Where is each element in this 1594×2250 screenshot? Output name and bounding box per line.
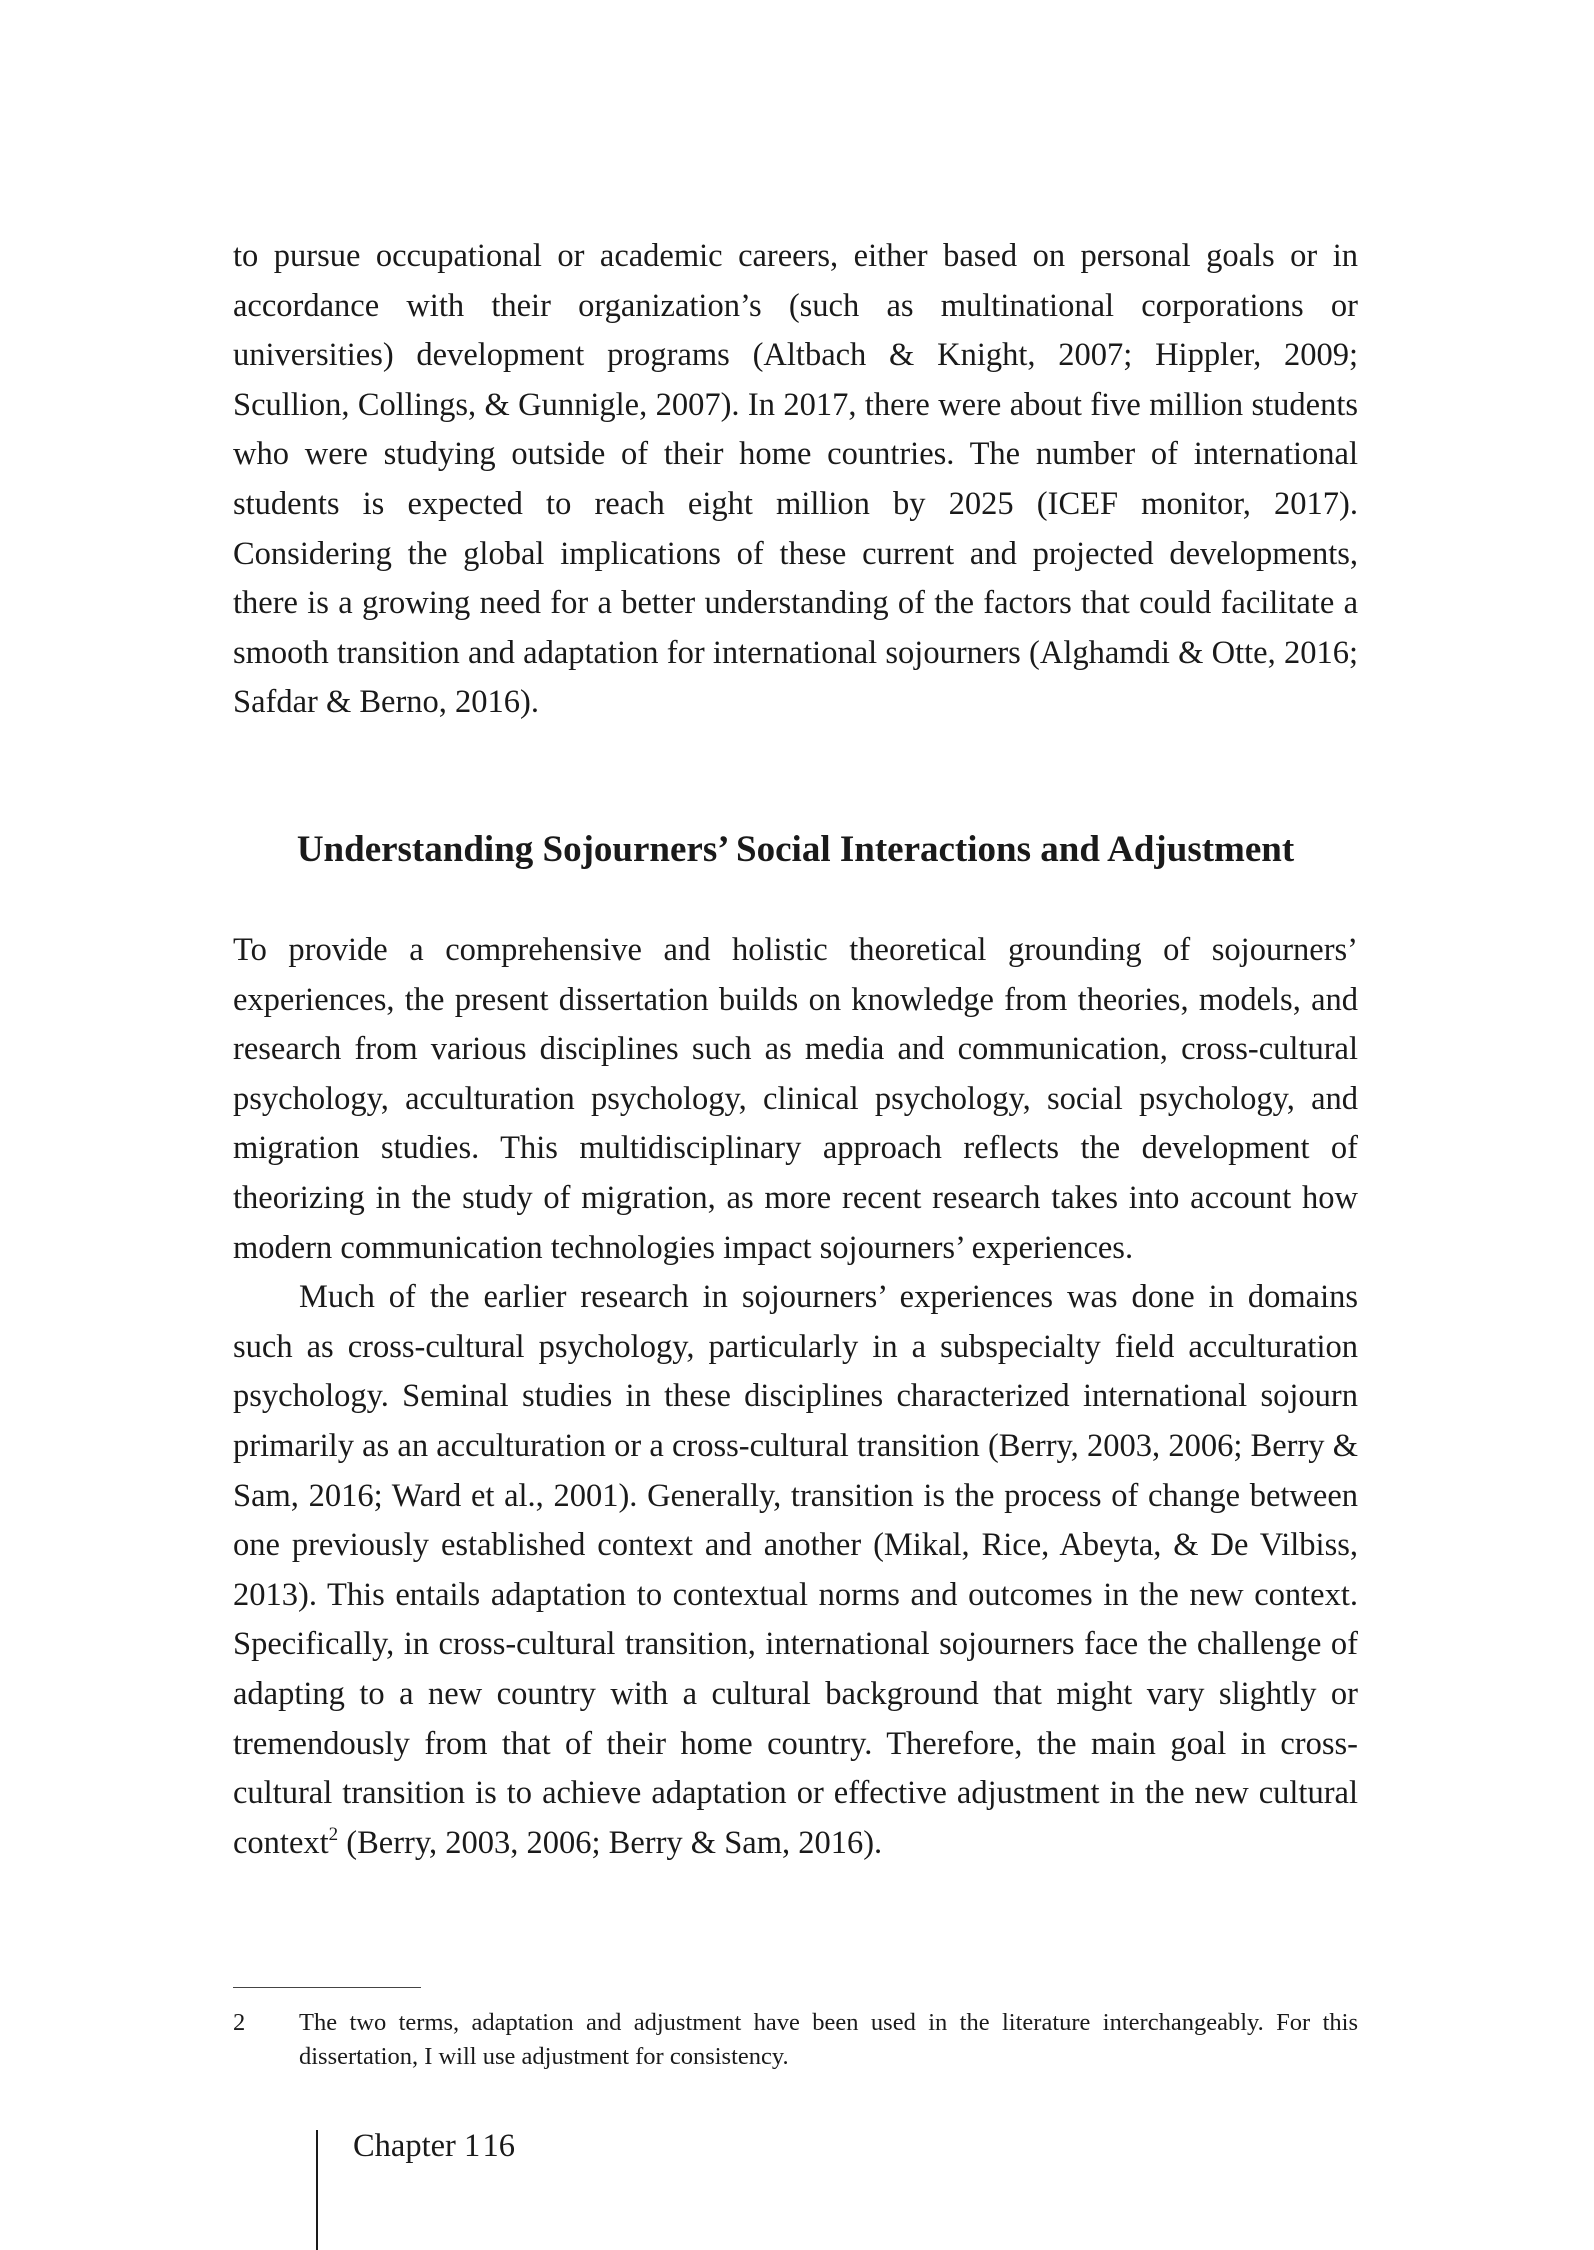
footnote-reference[interactable]: 2 (328, 1823, 339, 1845)
paragraph-2-citation: (Berry, 2003, 2006; Berry & Sam, 2016). (338, 1824, 883, 1861)
footer-divider (316, 2130, 318, 2250)
intro-paragraph: to pursue occupational or academic careers, either based on personal goals or in accordance with their organization’s (such as multinational corporations or universities) development programs (Altbach & Knight, 2007; Hippler, 2009; Scullion, Collings, & Gunnigle, 2007). In 2017, there were about five million students who were studying outside of their home countries. The number of international students is expected to reach eight million by 2025 (ICEF monitor, 2017). Considering the global implications of these current and projected developments, there is a growing need for a better understanding of the factors that could facilitate a smooth transition and adaptation for international sojourners (Alghamdi & Otte, 2016; Safdar & Berno, 2016). (233, 238, 1358, 721)
page-footer (233, 2126, 833, 2250)
page-number: 16 (482, 2128, 515, 2164)
footnote-number: 2 (233, 2009, 246, 2036)
footnote-text: The two terms, adaptation and adjustment have been used in the literature interchangeably. For this dissertation, I will use adjustment for consistency. (299, 2009, 1358, 2070)
intro-paragraph-block (233, 232, 1358, 728)
section-paragraph-2 (233, 1273, 1358, 1868)
section-body (233, 926, 1358, 1868)
paragraph-2-text: Much of the earlier research in sojourners’ experiences was done in domains such as cross-cultural psychology, particularly in a subspecialty field acculturation psychology. Seminal studies in these disciplines characterized international sojourn primarily as an acculturation or a cross-cultural transition (Berry, 2003, 2006; Berry & Sam, 2016; Ward et al., 2001). Generally, transition is the process of change between one previously established context and another (Mikal, Rice, Abeyta, & De Vilbiss, 2013). This entails adaptation to contextual norms and outcomes in the new context. Specifically, in cross-cultural transition, international sojourners face the challenge of adapting to a new country with a cultural background that might vary slightly or tremendously from that of their home country. Therefore, the main goal in cross-cultural transition is to achieve adaptation or effective adjustment in the new cultural context (233, 1279, 1358, 1861)
footnote (233, 2006, 1358, 2074)
footnote-divider (233, 1987, 421, 1988)
section-paragraph-1: To provide a comprehensive and holistic theoretical grounding of sojourners’ experiences, the present dissertation builds on knowledge from theories, models, and research from various disciplines such as media and communication, cross-cultural psychology, acculturation psychology, clinical psychology, social psychology, and migration studies. This multidisciplinary approach reflects the development of theorizing in the study of migration, as more recent research takes into account how modern communication technologies impact sojourners’ experiences. (233, 932, 1358, 1266)
chapter-label: Chapter 1 (353, 2128, 481, 2164)
section-heading: Understanding Sojourners’ Social Interactions and Adjustment (296, 829, 1295, 870)
